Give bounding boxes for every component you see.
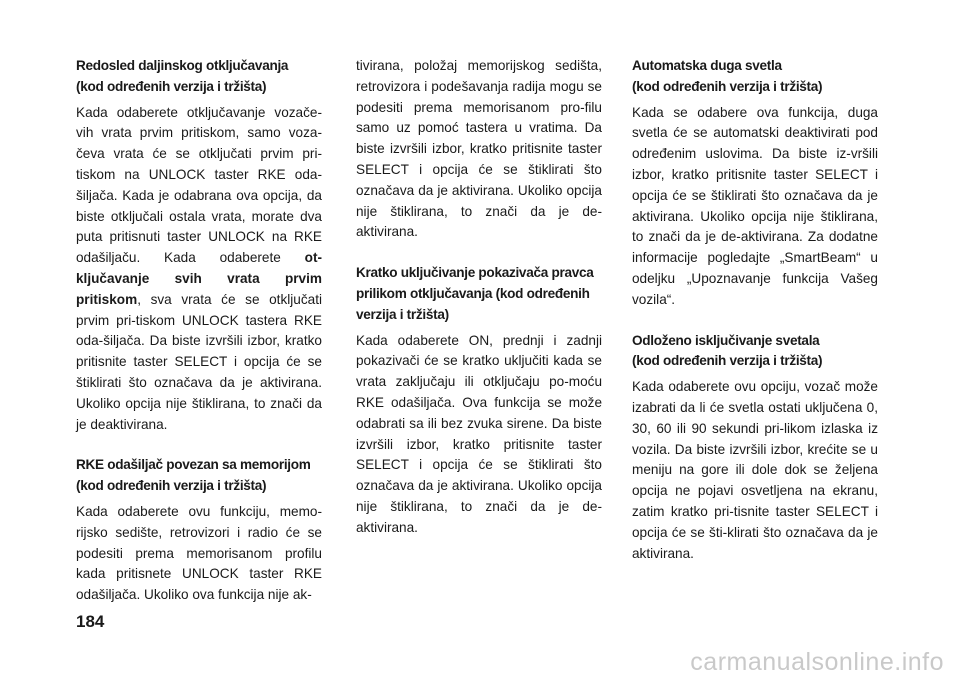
heading-line: Automatska duga svetla <box>632 58 782 73</box>
watermark: carmanualsonline.info <box>690 648 944 676</box>
heading-line: (kod određenih verzija i tržišta) <box>632 78 823 94</box>
column-left <box>76 56 322 606</box>
column-middle <box>356 56 602 539</box>
text-run: , sva vrata će se otključati prvim pri-tiskom UNLOCK tastera RKE oda-šiljača. Da biste izvršili izbor, kratko pritisnite taster SELECT i opcija će se štiklirati što označava da je aktivirana. Ukoliko opcija nije štiklirana, to znači da je deaktivirana. <box>76 291 322 432</box>
heading-line: (kod određenih verzija i tržišta) <box>632 353 823 369</box>
section-heading-auto-high-beams <box>632 56 878 98</box>
section-heading-rke-memory <box>76 455 322 497</box>
paragraph-flash-lights-on-lock: Kada odaberete ON, prednji i zadnji pokazivači će se kratko uključiti kada se vrata zaključaju ili otključaju po-moću RKE odašiljača. Ova funkcija se može odabrati sa ili bez zvuka sirene. Da biste izvršili izbor, kratko pritisnite taster SELECT i opcija će se štiklirati što označava da je aktivirana. Ukoliko opcija nije štiklirana, to znači da je de-aktivirana. <box>356 332 602 535</box>
paragraph-rke-memory: Kada odaberete ovu funkciju, memo-rijsko sedište, retrovizori i radio će se podesiti prema memorisanom profilu kada pritisnete UNLOCK taster RKE odašiljača. Ukoliko ova funkcija nije ak- <box>76 503 322 603</box>
paragraph-auto-high-beams: Kada se odabere ova funkcija, duga svetla će se automatski deaktivirati pod određenim uslovima. Da biste iz-vršili izbor, kratko pritisnite taster SELECT i opcija će se štiklirati što označava da je aktivirana. Ukoliko opcija nije štiklirana, to znači da je de-aktivirana. Za dodatne informacije pogledajte „SmartBeam“ u odeljku „Upoznavanje funkcija Vašeg vozila“. <box>632 104 878 307</box>
section-heading-remote-unlock-sequence <box>76 56 322 98</box>
heading-line: RKE odašiljač povezan sa memorijom <box>76 457 311 473</box>
section-heading-flash-lights-on-lock: Kratko uključivanje pokazivača pravca prilikom otključavanja (kod određenih verzija i tržišta) <box>356 265 594 322</box>
heading-line: Redosled daljinskog otključavanja <box>76 58 289 73</box>
heading-line: (kod određenih verzija i tržišta) <box>76 478 267 494</box>
paragraph-remote-unlock-sequence <box>76 103 322 436</box>
heading-line: (kod određenih verzija i tržišta) <box>76 78 267 94</box>
paragraph-rke-memory-continued: tivirana, položaj memorijskog sedišta, retrovizora i podešavanja radija mogu se podesiti prema memorisanom pro-filu samo uz pomoć tastera u vratima. Da biste izvršili izbor, kratko pritisnite taster SELECT i opcija će se štiklirati što označava da je aktivirana. Ukoliko opcija nije štiklirana, to znači da je de-aktivirana. <box>356 58 602 240</box>
paragraph-headlight-delay: Kada odaberete ovu opciju, vozač može izabrati da li će svetla ostati uključena 0, 30, 60 ili 90 sekundi pri-likom izlaska iz vozila. Da biste izvršili izbor, krećite se u meniju na gore ili dole dok se željena opcija ne pojavi osvetljena na ekranu, zatim kratko pri-tisnite taster SELECT i opcija će se šti-klirati što označava da je aktivirana. <box>632 379 878 561</box>
heading-line: Odloženo isključivanje svetala <box>632 332 820 348</box>
column-right <box>632 56 878 564</box>
text-run: Kada odaberete otključavanje vozače-vih vrata prvim pritiskom, samo voza-čeva vrata će se otključati prvim pri-tiskom na UNLOCK taster RKE oda-šiljača. Kada je odabrana ova opcija, da biste otključali ostala vrata, morate dva puta pritisnuti taster UNLOCK na RKE odašiljaču. Kada odaberete <box>76 104 322 266</box>
bold-text-run: ot-ključavanje svih vrata prvim pritiskom <box>76 250 322 307</box>
page-number: 184 <box>76 612 105 631</box>
section-heading-headlight-delay <box>632 331 878 373</box>
